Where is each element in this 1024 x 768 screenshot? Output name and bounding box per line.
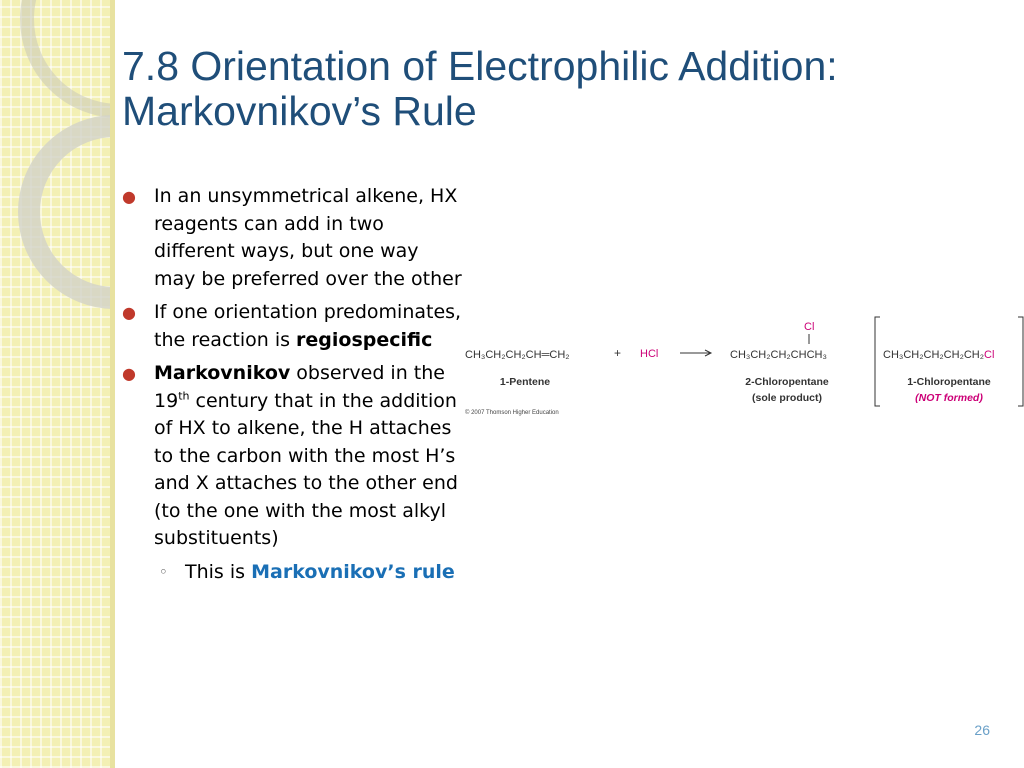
- bullet-text: If one orientation predominates, the reaction is: [154, 301, 462, 351]
- bullet-bold-term: regiospecific: [296, 328, 433, 351]
- slide-title-line-2: Markovnikov’s Rule: [122, 88, 477, 134]
- decorative-ring-middle: [18, 115, 113, 309]
- superscript: th: [178, 389, 190, 403]
- reactant-formula: CH₃CH₂CH₂CH═CH₂: [465, 349, 570, 361]
- copyright-text: © 2007 Thomson Higher Education: [465, 410, 559, 416]
- bullet-list: [122, 183, 462, 586]
- slide-title: [122, 44, 1012, 134]
- bullet-dot-icon: ●: [122, 303, 136, 322]
- bullet-dot-icon: ●: [122, 187, 136, 206]
- sub-bullet-circle-icon: ◦: [159, 562, 168, 581]
- product1-note: (sole product): [752, 392, 822, 404]
- sub-bullet-text: This is: [185, 560, 252, 583]
- bullet-text: In an unsymmetrical alkene, HX reagents can add in two different ways, but one way may be preferred over the other: [154, 185, 462, 290]
- product2-name: 1-Chloropentane: [907, 376, 991, 388]
- bracket-right: [1018, 317, 1023, 406]
- product1-name: 2-Chloropentane: [745, 376, 829, 388]
- product2-note: (NOT formed): [915, 392, 983, 404]
- bracket-left: [875, 317, 880, 406]
- sub-bullet-emphasis: Markovnikov’s rule: [251, 560, 455, 583]
- bullet-dot-icon: ●: [122, 364, 136, 383]
- product2-formula: CH₃CH₂CH₂CH₂CH₂Cl: [883, 349, 995, 361]
- product1-formula: CH₃CH₂CH₂CHCH₃: [730, 349, 827, 361]
- decorative-ring-top: [20, 0, 113, 118]
- bullet-item: [122, 360, 462, 553]
- reactant-name: 1-Pentene: [499, 376, 551, 388]
- bullet-text: century that in the addition of HX to alkene, the H attaches to the carbon with the most H’s and X attaches to the other end (to the one with the most alkyl substituents): [154, 389, 458, 549]
- decorative-sidebar: [0, 0, 113, 768]
- page-number: 26: [974, 722, 990, 738]
- sub-bullet-item: [122, 559, 462, 587]
- bullet-item: [122, 183, 462, 293]
- product1-cl-substituent: Cl: [804, 321, 815, 333]
- bullet-item: [122, 299, 462, 354]
- reagent-hcl: HCl: [640, 348, 659, 360]
- bullet-text: observed in the 19: [154, 362, 445, 412]
- sidebar-edge: [110, 0, 115, 768]
- slide-title-line-1: 7.8 Orientation of Electrophilic Addition:: [122, 43, 838, 89]
- bullet-bold-term: Markovnikov: [154, 362, 291, 384]
- plus-sign: +: [614, 346, 622, 360]
- reaction-scheme: [462, 312, 1024, 424]
